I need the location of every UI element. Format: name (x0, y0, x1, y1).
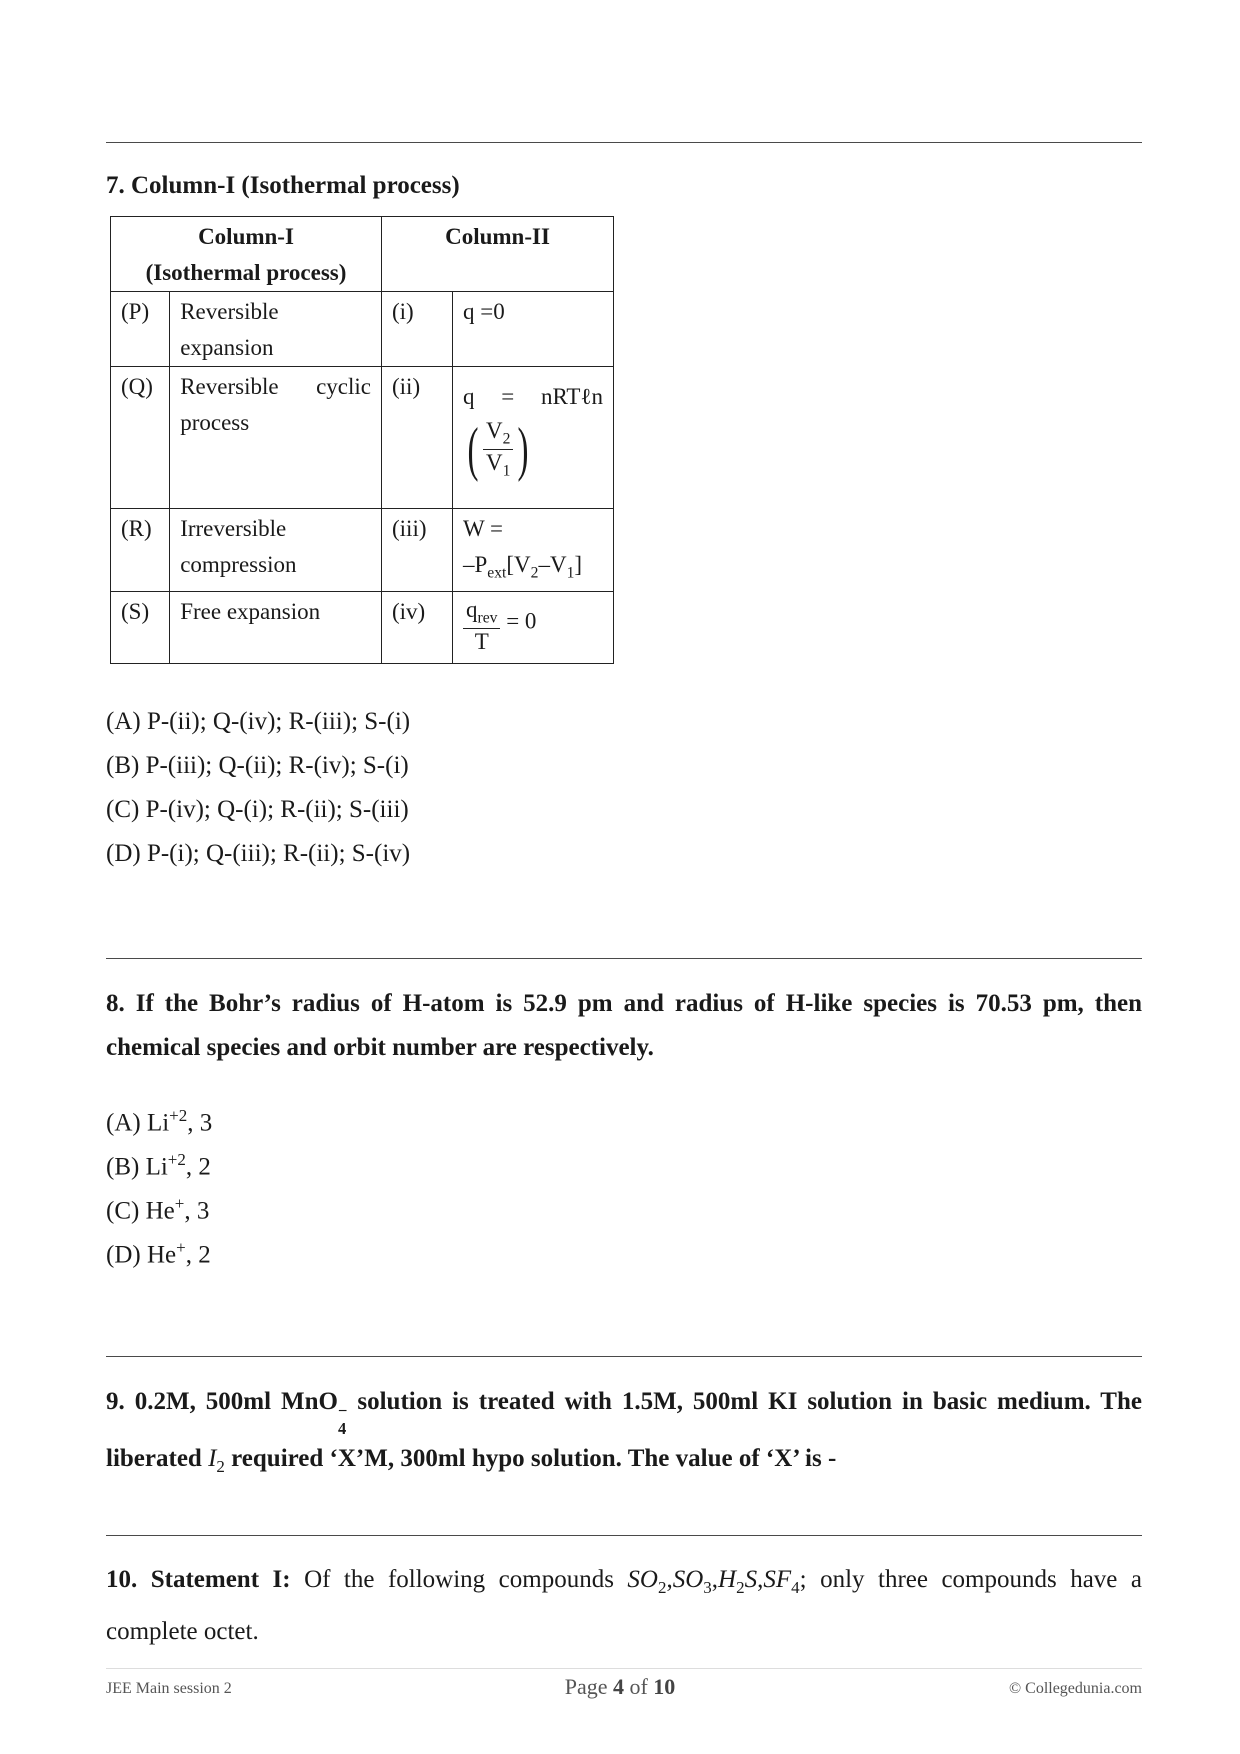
divider (106, 1356, 1142, 1357)
q9-text: 9. 0.2M, 500ml MnO − 4 solution is treated with 1.5M, 500ml KI solution in basic medium. The liberated $I_2$ required ‘X’M, 300ml hypo solution. The value of ‘X’ is - (106, 1388, 1142, 1476)
q7-option-d[interactable]: (D) P-(i); Q-(iii); R-(ii); S-(iv) (106, 840, 411, 867)
row-num: (iii) (382, 509, 453, 592)
q8-option-c[interactable]: (C) He+, 3 (106, 1194, 210, 1225)
table-head-col2: Column-II (382, 217, 614, 292)
q7-option-a[interactable]: (A) P-(ii); Q-(iv); R-(iii); S-(i) (106, 708, 411, 735)
q7-option-b[interactable]: (B) P-(iii); Q-(ii); R-(iv); S-(i) (106, 752, 409, 779)
formula-q-zero: q =0 (453, 292, 614, 367)
row-key: (S) (111, 592, 170, 664)
q8-text: 8. If the Bohr’s radius of H-atom is 52.9 pm and radius of H-like species is 70.53 pm, then chemical species and orbit number are respectively. (106, 990, 1142, 1061)
row-key: (R) (111, 509, 170, 592)
match-table (110, 216, 614, 664)
q10-text: 10. Statement I: Of the following compounds $SO_2,SO_3,H_2S,SF_4$; only three compounds have a complete octet. (106, 1566, 1142, 1645)
divider (106, 1535, 1142, 1536)
footer-right: © Collegedunia.com (1008, 1680, 1142, 1697)
q7-title: 7. Column-I (Isothermal process) (106, 172, 460, 199)
divider (106, 958, 1142, 959)
footer-left: JEE Main session 2 (106, 1680, 232, 1697)
table-row (111, 367, 614, 509)
formula-q-nrt: q = nRTℓn ( $\frac{V_2}{V_1}$ ) (453, 367, 614, 509)
table-row (111, 509, 614, 592)
table-row (111, 292, 614, 367)
row-num: (ii) (382, 367, 453, 509)
formula-work: W = $-P_{ext}[V_2-V_1]$ (453, 509, 614, 592)
q8-option-b[interactable]: (B) $Li^{+2}$, 2 (106, 1150, 211, 1181)
row-num: (iv) (382, 592, 453, 664)
formula-entropy: $\frac{q_{rev}}{T}$ = 0 (453, 592, 614, 664)
row-process: Irreversible compression (170, 509, 382, 592)
q7-option-c[interactable]: (C) P-(iv); Q-(i); R-(ii); S-(iii) (106, 796, 409, 823)
footer-rule (106, 1668, 1142, 1669)
q8-option-d[interactable]: (D) He+, 2 (106, 1238, 211, 1269)
row-num: (i) (382, 292, 453, 367)
row-process: Reversible cyclic process (170, 367, 382, 509)
table-head-col1: Column-I (Isothermal process) (111, 217, 382, 292)
top-rule (106, 142, 1142, 143)
row-process: Reversible expansion (170, 292, 382, 367)
page-indicator: Page 4 of 10 (564, 1674, 676, 1699)
row-process: Free expansion (170, 592, 382, 664)
row-key: (Q) (111, 367, 170, 509)
q8-option-a[interactable]: (A) $Li^{+2}$, 3 (106, 1106, 213, 1137)
table-row (111, 592, 614, 664)
row-key: (P) (111, 292, 170, 367)
